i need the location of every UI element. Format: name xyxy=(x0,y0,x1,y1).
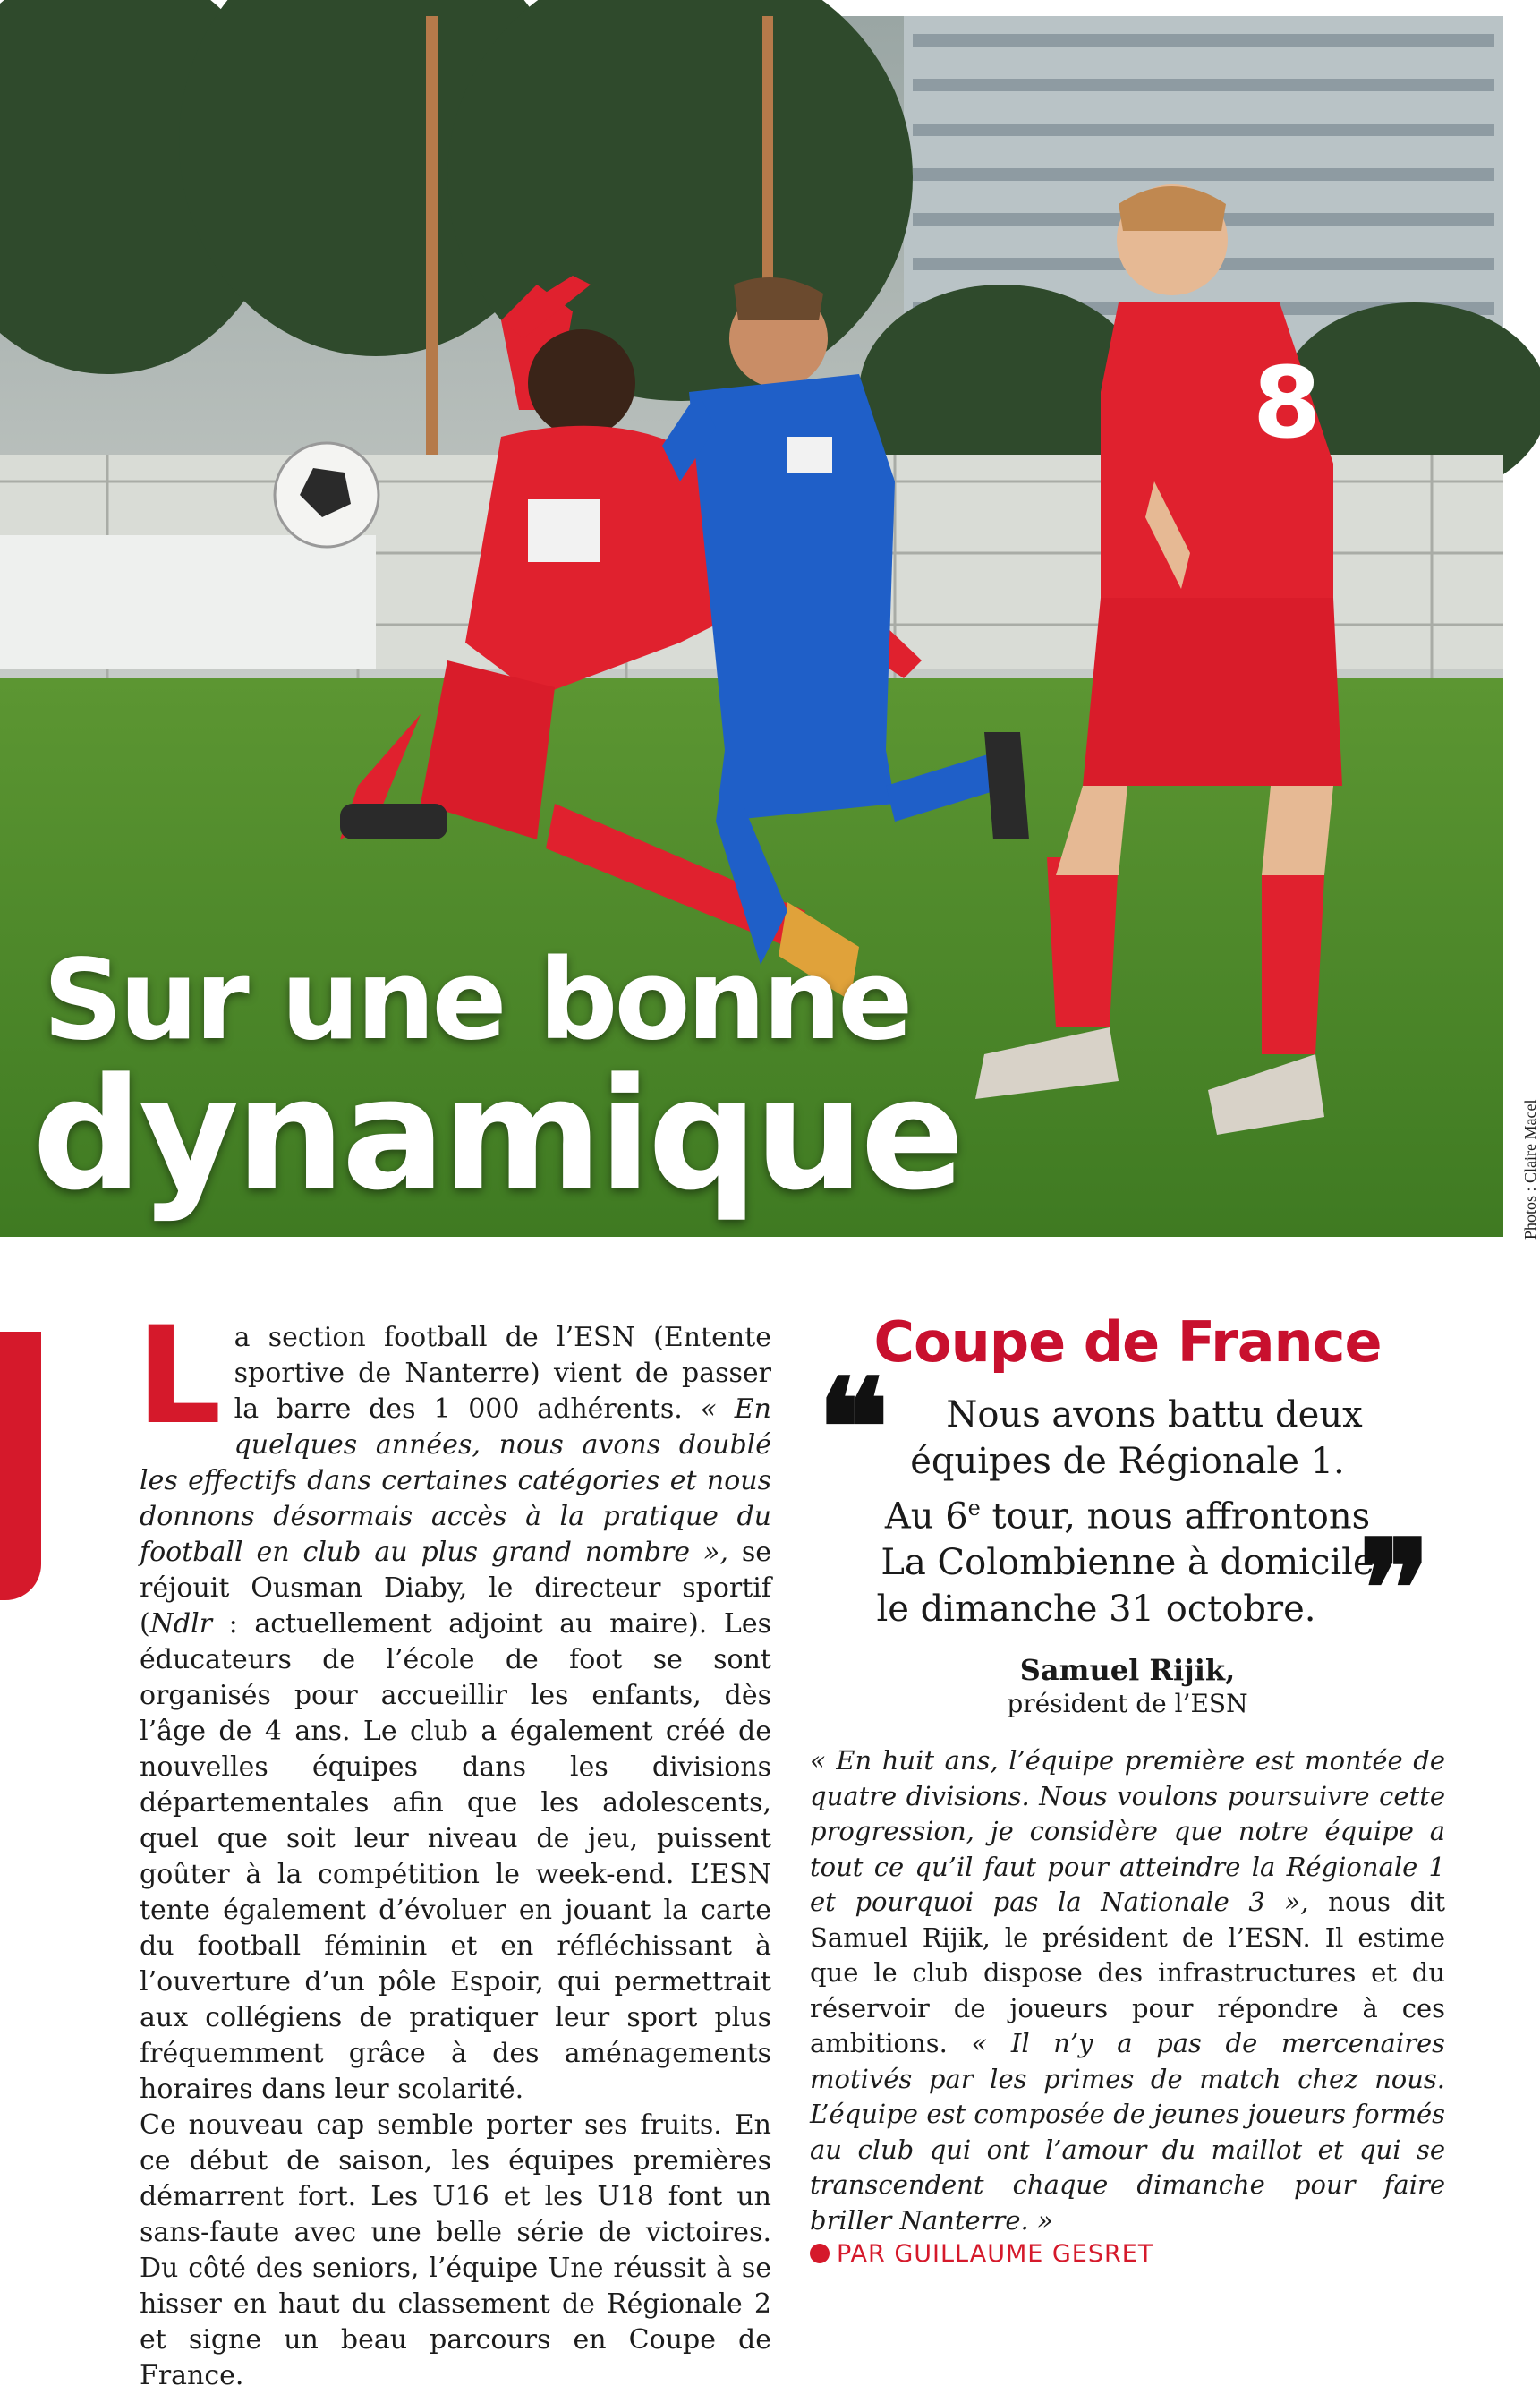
sidebar-quote-1: « En huit ans, l’équipe première est montée de quatre divisions. Nous voulons poursuivre cette progression, je considère que notre équipe a tout ce qu’il faut pour atteindre la Régionale 1 et pourquoi pas la Nationale 3 », xyxy=(810,1745,1445,1918)
article-paragraph-2: Ce nouveau cap semble porter ses fruits. En ce début de saison, les équipes premières démarrent fort. Les U16 et les U18 font un sans-faute avec une belle série de victoires. Du côté des seniors, l’équipe Une réussit à se hisser en haut du classement de Régionale 2 et signe un beau parcours en Coupe de France. xyxy=(140,2109,771,2391)
article-paragraph-1 xyxy=(136,1299,772,2108)
quote-line-3 xyxy=(837,1485,1418,1539)
p1-text-a: a section football de l’ESN (Entente sportive de Nanterre) vient de passer la barre des 1 000 adhérents. xyxy=(234,1322,771,1425)
byline-text: PAR GUILLAUME GESRET xyxy=(837,2240,1154,2269)
quote-author-role: président de l’ESN xyxy=(1007,1689,1248,1719)
quote-line-5: le dimanche 31 octobre. xyxy=(876,1589,1316,1631)
sidebar-text: nous dit Samuel Rijik, le président de l’ESN. Il estime que le club dispose des infrastructures et du réservoir de joueurs pour répondre à ces ambitions. xyxy=(810,1887,1445,2059)
quote-line-4: La Colombienne à domicile xyxy=(881,1542,1374,1584)
open-quote-icon: ❝ xyxy=(817,1350,889,1507)
sidebar-quote-2: « Il n’y a pas de mercenaires motivés par les primes de match chez nous. L’équipe est composée de jeunes joueurs formés au club qui ont l’amour du maillot et qui se transcendent chaque dimanche pour faire briller Nanterre. » xyxy=(810,2028,1446,2236)
svg-text:8: 8 xyxy=(1253,345,1322,460)
close-quote-icon: ❞ xyxy=(1358,1511,1431,1668)
pull-quote xyxy=(810,1350,1445,1668)
drop-cap: L xyxy=(136,1299,222,1454)
headline-line-1: Sur une bonne xyxy=(43,936,910,1065)
red-accent-bar xyxy=(0,1332,41,1600)
quote-line-3-sup: e xyxy=(967,1495,981,1521)
quote-author: Samuel Rijik, xyxy=(1019,1653,1236,1688)
headline-line-2: dynamique xyxy=(32,1044,962,1224)
sidebar-body xyxy=(810,1743,1445,2238)
football-ball xyxy=(275,443,379,547)
hero-photo xyxy=(0,16,1503,1237)
sidebar xyxy=(810,1302,1445,2270)
p1-quote: « En quelques années, nous avons doublé les effectifs dans certaines catégories et nous donnons désormais accès à la pratique du football en club au plus grand nombre », xyxy=(140,1393,771,1568)
byline xyxy=(810,2238,1445,2270)
quote-line-1: Nous avons battu deux xyxy=(946,1394,1363,1436)
p1-ndlr: Ndlr xyxy=(149,1608,213,1640)
quote-line-3-a: Au 6 xyxy=(884,1495,968,1538)
photo-credit: Photos : Claire Macel xyxy=(1521,1099,1539,1240)
p1-text-b: se réjouit Ousman Diaby, le directeur sportif ( xyxy=(140,1537,772,1640)
section-title: Coupe de France xyxy=(873,1309,1382,1375)
quote-line-3-b: tour, nous affrontons xyxy=(980,1495,1371,1538)
p1-text-c: : actuellement adjoint au maire). Les éducateurs de l’école de foot se sont organisés pour accueillir les enfants, dès l’âge de 4 ans. Le club a également créé de nouvelles équipes dans les divisions départementales afin que les adolescents, quel que soit leur niveau de jeu, puissent goûter à la compétition le week-end. L’ESN tente également d’évoluer en jouant la carte du football féminin et en réfléchissant à l’ouverture d’un pôle Espoir, qui permettrait aux collégiens de pratiquer leur sport plus fréquemment grâce à des aménagements horaires dans leur scolarité. xyxy=(140,1608,771,2105)
quote-line-2: équipes de Régionale 1. xyxy=(910,1441,1345,1482)
bullet-dot-icon xyxy=(810,2244,830,2263)
article-body xyxy=(136,1299,772,2394)
